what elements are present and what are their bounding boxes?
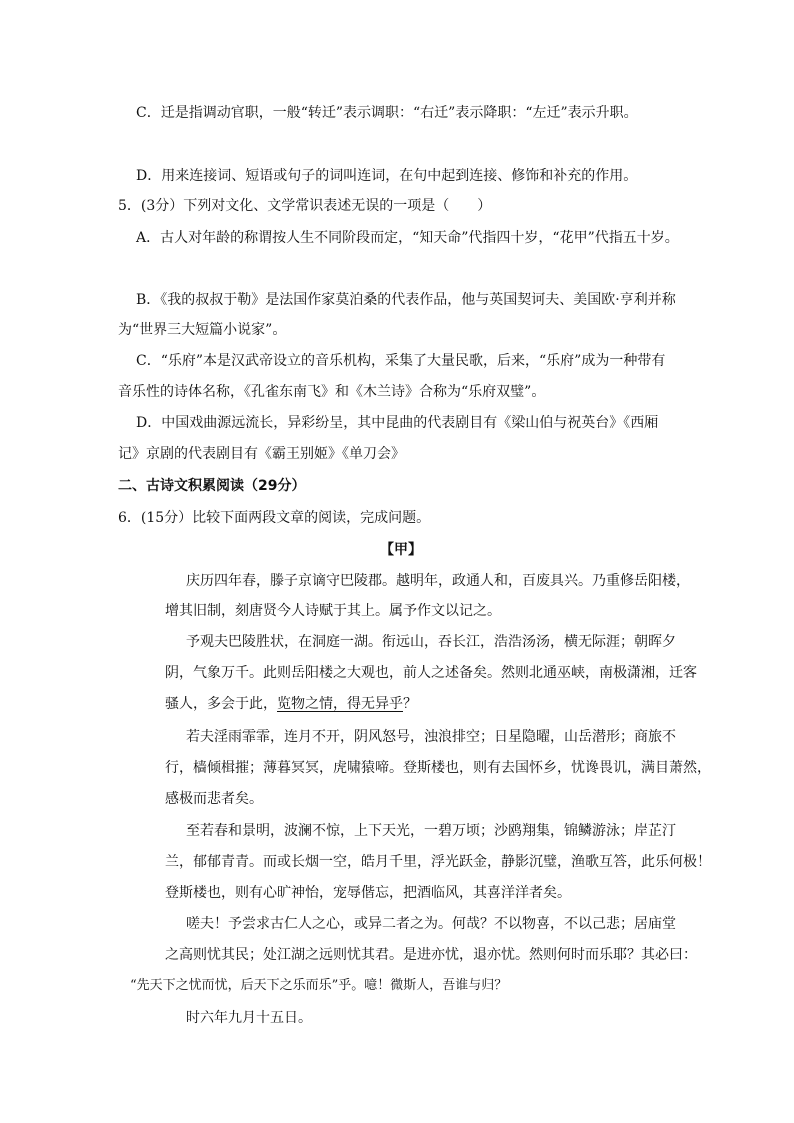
underlined-phrase: 览物之情，得无异乎 (277, 696, 403, 712)
passage-p1-line1: 庆历四年春，滕子京谪守巴陵郡。越明年，政通人和，百废具兴。乃重修岳阳楼， (186, 573, 690, 589)
passage-label: 【甲】 (380, 542, 422, 558)
q4-option-d: D．用来连接词、短语或句子的词叫连词，在句中起到连接、修饰和补充的作用。 (136, 168, 638, 184)
q4-option-c: C．迁是指调动官职，一般“转迁”表示调职：“右迁”表示降职：“左迁”表示升职。 (136, 105, 638, 121)
q5-option-c-line1: C．“乐府”本是汉武帝设立的音乐机构，采集了大量民歌，后来，“乐府”成为一种带有 (136, 353, 666, 369)
passage-p2-line3-post: ？ (403, 696, 417, 712)
passage-p2-line3 (165, 694, 417, 714)
passage-p2-line3-pre: 骚人，多会于此， (165, 696, 277, 712)
passage-p4-line3: 登斯楼也，则有心旷神怡，宠辱偕忘，把酒临风，其喜洋洋者矣。 (165, 885, 571, 901)
q5-option-b-line1: B．《我的叔叔于勒》是法国作家莫泊桑的代表作品，他与英国契诃夫、美国欧·亨利并称 (136, 292, 676, 308)
passage-p3-line2: 行，樯倾楫摧；薄暮冥冥，虎啸猿啼。登斯楼也，则有去国怀乡，忧谗畏讥，满目萧然， (165, 760, 711, 776)
q5-option-a: A．古人对年龄的称谓按人生不同阶段而定，“知天命”代指四十岁，“花甲”代指五十岁。 (136, 230, 679, 246)
passage-p1-line2: 增其旧制，刻唐贤今人诗赋于其上。属予作文以记之。 (165, 603, 501, 619)
q6-stem: 6．(15分）比较下面两段文章的阅读，完成问题。 (118, 510, 431, 526)
passage-p4-line2: 兰，郁郁青青。而或长烟一空，皓月千里，浮光跃金，静影沉璧，渔歌互答，此乐何极！ (165, 854, 711, 870)
passage-p6-line1: 时六年九月十五日。 (186, 1010, 312, 1026)
q5-option-c-line2: 音乐性的诗体名称，《孔雀东南飞》和《木兰诗》合称为“乐府双璧”。 (118, 384, 546, 400)
passage-p2-line2: 阴，气象万千。此则岳阳楼之大观也，前人之述备矣。然则北通巫峡，南极潇湘，迁客 (165, 665, 697, 681)
passage-p3-line1: 若夫淫雨霏霏，连月不开，阴风怒号，浊浪排空；日星隐曜，山岳潜形；商旅不 (186, 729, 676, 745)
q5-option-d-line1: D．中国戏曲源远流长，异彩纷呈，其中昆曲的代表剧目有《梁山伯与祝英台》《西厢 (136, 415, 659, 431)
passage-p5-line3: “先天下之忧而忧，后天下之乐而乐”乎。噫！微斯人，吾谁与归？ (130, 978, 508, 993)
passage-p3-line3: 感极而悲者矣。 (165, 791, 263, 807)
passage-p5-line1: 嗟夫！予尝求古仁人之心，或异二者之为。何哉？不以物喜，不以己悲；居庙堂 (186, 916, 676, 932)
passage-p4-line1: 至若春和景明，波澜不惊，上下天光，一碧万顷；沙鸥翔集，锦鳞游泳；岸芷汀 (186, 823, 676, 839)
passage-p2-line1: 予观夫巴陵胜状，在洞庭一湖。衔远山，吞长江，浩浩汤汤，横无际涯；朝晖夕 (186, 634, 676, 650)
section-heading: 二、古诗文积累阅读（29分） (118, 478, 306, 494)
q5-option-b-line2: 为“世界三大短篇小说家”。 (118, 322, 287, 338)
q5-option-d-line2: 记》京剧的代表剧目有《霸王别姬》《单刀会》 (118, 446, 405, 462)
passage-p5-line2: 之高则忧其民；处江湖之远则忧其君。是进亦忧，退亦忧。然则何时而乐耶？其必曰： (165, 947, 697, 963)
q5-stem: 5．(3分）下列对文化、文学常识表述无误的一项是（ ） (118, 198, 492, 214)
